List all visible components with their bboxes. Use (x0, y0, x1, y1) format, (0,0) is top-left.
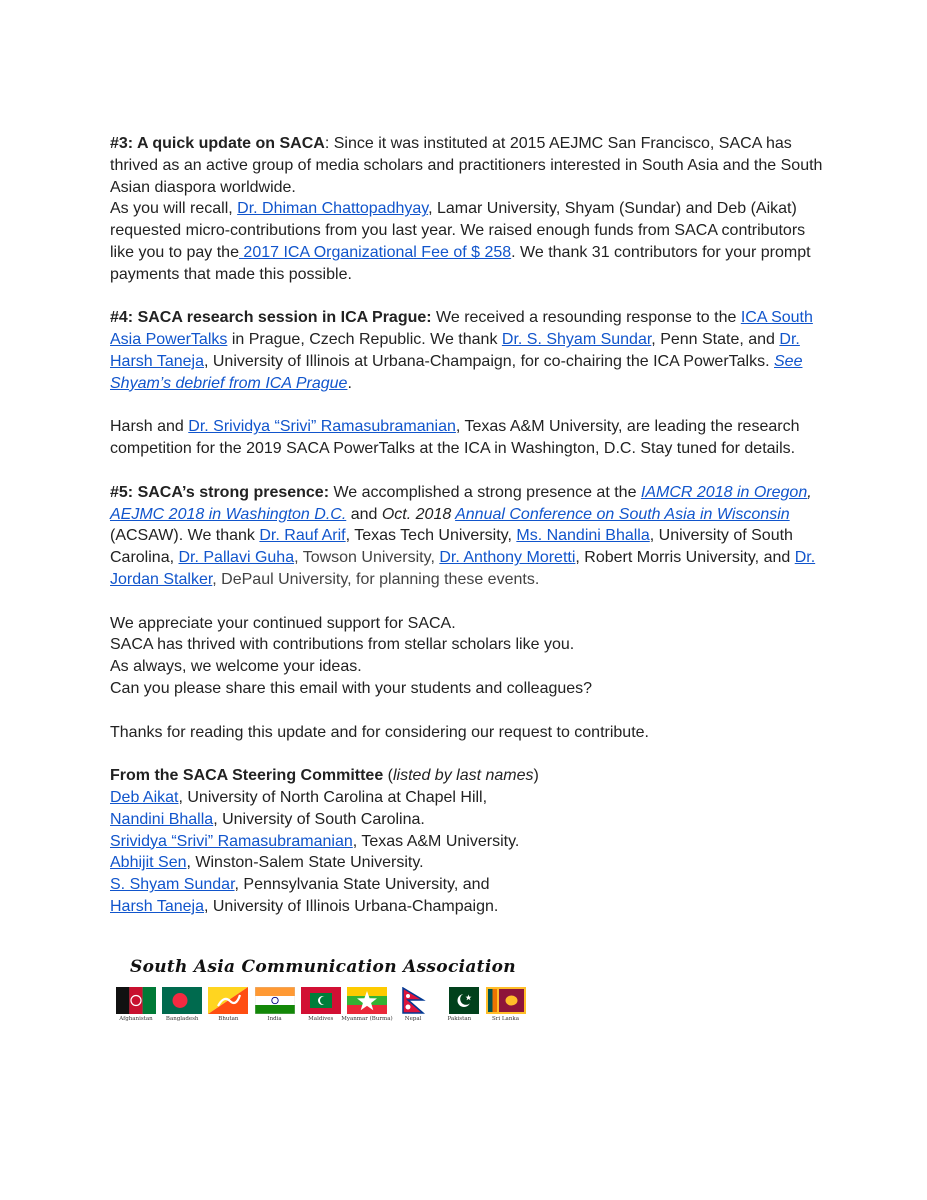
saca-logo (112, 955, 560, 1025)
flag-row (116, 987, 532, 1022)
closing-line-2: SACA has thrived with contributions from stellar scholars like you. (110, 636, 575, 654)
link-anthony-moretti[interactable]: Dr. Anthony Moretti (439, 549, 576, 567)
link-acsaw[interactable]: Annual Conference on South Asia in Wisconsin (455, 505, 790, 523)
member-link-ramasubramanian[interactable]: Srividya “Srivi” Ramasubramanian (110, 832, 353, 850)
section-4-paragraph-2: Harsh and Dr. Srividya “Srivi” Ramasubramanian, Texas A&M University, are leading the research competition for the 2019 SACA PowerTalks at the ICA in Washington, D.C. Stay tuned for details. (110, 418, 800, 458)
link-iamcr-2018[interactable]: IAMCR 2018 in Oregon (640, 483, 808, 501)
committee-heading: From the SACA Steering Committee (110, 767, 384, 785)
committee-heading-line: From the SACA Steering Committee (listed by last names) (110, 767, 539, 785)
closing-line-5: Thanks for reading this update and for considering our request to contribute. (110, 723, 649, 741)
flag-bangladesh: Bangladesh (162, 987, 202, 1022)
member-link-sen[interactable]: Abhijit Sen (110, 854, 187, 872)
india-flag-icon (255, 987, 295, 1014)
flag-myanmar: Myanmar (Burma) (347, 987, 387, 1022)
member-link-taneja[interactable]: Harsh Taneja (110, 897, 204, 915)
member-link-bhalla[interactable]: Nandini Bhalla (110, 810, 214, 828)
flag-india: India (255, 987, 295, 1022)
afghanistan-flag-icon (116, 987, 156, 1014)
member-link-sundar[interactable]: S. Shyam Sundar (110, 876, 235, 894)
sri-lanka-flag-icon (486, 987, 526, 1014)
logo-title: South Asia Communication Association (130, 957, 516, 977)
committee-member: Deb Aikat, University of North Carolina at Chapel Hill, (110, 788, 488, 806)
pakistan-flag-icon (439, 987, 479, 1014)
link-ica-powertalks[interactable]: ICA South Asia PowerTalks (110, 309, 813, 349)
link-shyam-debrief[interactable]: See Shyam’s debrief from ICA Prague (110, 352, 803, 392)
link-srivi-ramasubramanian[interactable]: Dr. Srividya “Srivi” Ramasubramanian (188, 418, 456, 436)
link-shyam-sundar[interactable]: Dr. S. Shyam Sundar (501, 331, 652, 349)
flag-maldives: Maldives (301, 987, 341, 1022)
flag-bhutan: Bhutan (208, 987, 248, 1022)
flag-afghanistan: Afghanistan (116, 987, 156, 1022)
member-link-aikat[interactable]: Deb Aikat (110, 788, 179, 806)
section-4-paragraph: #4: SACA research session in ICA Prague: We received a resounding response to the ICA South Asia PowerTalks in Prague, Czech Republic. We thank Dr. S. Shyam Sundar, Penn State, and Dr. Harsh Taneja, University of Illinois at Urbana-Champaign, for co-chairing the ICA PowerTalks. See Shyam’s debrief from ICA Prague. (110, 309, 813, 392)
section-4-heading: #4: SACA research session in ICA Prague: (110, 309, 432, 327)
section-3-heading: #3: A quick update on SACA (110, 135, 325, 152)
committee-member: Srividya “Srivi” Ramasubramanian, Texas A&M University. (110, 832, 520, 850)
bangladesh-flag-icon (162, 987, 202, 1014)
committee-note: listed by last names (393, 767, 534, 785)
link-harsh-taneja[interactable]: Dr. Harsh Taneja (110, 331, 800, 370)
committee-member: Nandini Bhalla, University of South Carolina. (110, 810, 425, 828)
committee-member: S. Shyam Sundar, Pennsylvania State University, and (110, 876, 490, 894)
link-jordan-stalker[interactable]: Dr. Jordan Stalker (110, 549, 816, 588)
link-rauf-arif[interactable]: Dr. Rauf Arif (259, 527, 346, 545)
link-dhiman-chattopadhyay[interactable]: Dr. Dhiman Chattopadhyay (237, 200, 429, 218)
section-5-paragraph: #5: SACA’s strong presence: We accomplished a strong presence at the IAMCR 2018 in Oregon, AEJMC 2018 in Washington D.C. and Oct. 2018 Annual Conference on South Asia in Wisconsin (ACSAW). We thank Dr. Rauf Arif, Texas Tech University, Ms. Nandini Bhalla, University of South Carolina, Dr. Pallavi Guha, Towson University, Dr. Anthony Moretti, Robert Morris University, and Dr. Jordan Stalker, DePaul University, for planning these events. (110, 483, 816, 588)
closing-line-1: We appreciate your continued support for SACA. (110, 614, 456, 632)
flag-nepal: Nepal (393, 987, 433, 1022)
closing-line-3: As always, we welcome your ideas. (110, 658, 362, 676)
committee-member: Harsh Taneja, University of Illinois Urbana-Champaign. (110, 897, 499, 915)
bhutan-flag-icon (208, 987, 248, 1014)
nepal-flag-icon (393, 987, 433, 1014)
section-3-paragraph-2: As you will recall, Dr. Dhiman Chattopadhyay, Lamar University, Shyam (Sundar) and Deb (Aikat) requested micro-contributions from you last year. We raised enough funds from SACA contributors like you to pay the 2017 ICA Organizational Fee of $ 258. We thank 31 contributors for your prompt payments that made this possible. (110, 200, 811, 283)
link-pallavi-guha[interactable]: Dr. Pallavi Guha (178, 549, 295, 567)
myanmar-flag-icon (347, 987, 387, 1014)
section-5-heading: #5: SACA’s strong presence: (110, 483, 330, 501)
maldives-flag-icon (301, 987, 341, 1014)
section-3-paragraph: #3: A quick update on SACA: Since it was instituted at 2015 AEJMC San Francisco, SACA has thrived as an active group of media scholars and practitioners interested in South Asia and the South Asian diaspora worldwide. (110, 135, 823, 196)
link-nandini-bhalla[interactable]: Ms. Nandini Bhalla (516, 527, 650, 545)
committee-member: Abhijit Sen, Winston-Salem State University. (110, 854, 424, 872)
link-aejmc-2018[interactable]: AEJMC 2018 in Washington D.C. (110, 505, 347, 523)
link-ica-fee[interactable]: 2017 ICA Organizational Fee of $ 258 (238, 243, 512, 261)
flag-pakistan: Pakistan (439, 987, 479, 1022)
closing-line-4: Can you please share this email with your students and colleagues? (110, 679, 593, 697)
flag-sri-lanka: Sri Lanka (486, 987, 526, 1022)
letter-body (110, 133, 825, 918)
